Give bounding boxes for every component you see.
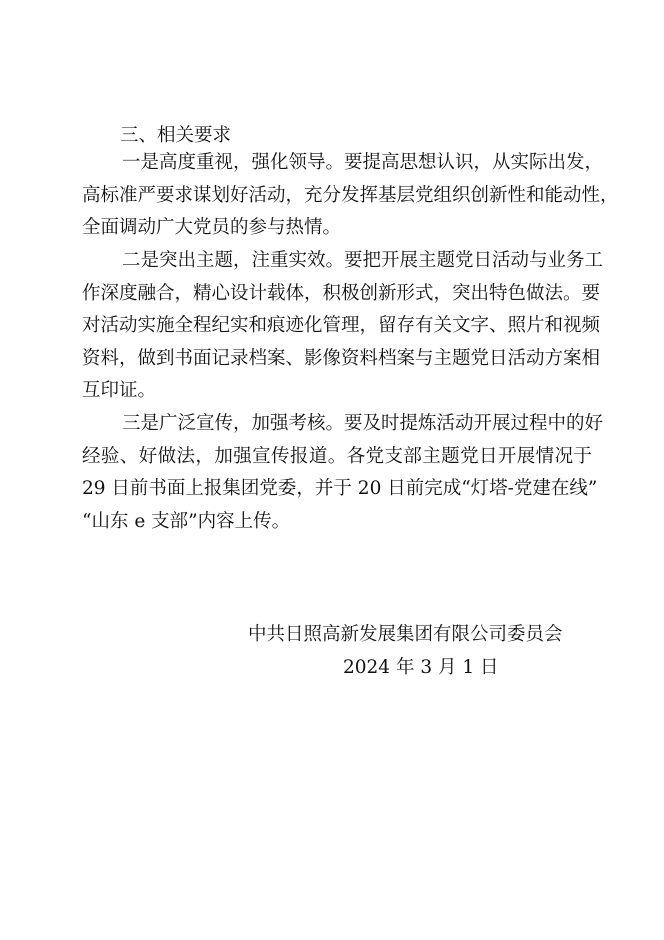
- paragraph-line: 资料，做到书面记录档案、影像资料档案与主题党日活动方案相: [82, 347, 601, 369]
- paragraph-theme: [82, 245, 604, 408]
- paragraph-line: 一是高度重视，强化领导。要提高思想认识，从实际出发，: [122, 152, 604, 173]
- paragraph-line: 高标准严要求谋划好活动，充分发挥基层党组织创新性和能动性，: [82, 184, 619, 206]
- paragraph-publicity: [82, 408, 604, 538]
- paragraph-line: “山东 e 支部”内容上传。: [82, 510, 291, 532]
- paragraph-line: 二是突出主题，注重实效。要把开展主题党日活动与业务工: [122, 250, 604, 271]
- paragraph-line: 对活动实施全程纪实和痕迹化管理，留存有关文字、照片和视频: [82, 315, 601, 337]
- paragraph-line: 29 日前书面上报集团党委，并于 20 日前完成“灯塔-党建在线”: [82, 478, 598, 500]
- paragraph-leadership: [82, 147, 619, 245]
- paragraph-line: 全面调动广大党员的参与热情。: [82, 217, 342, 239]
- section-heading: 三、相关要求: [120, 125, 232, 146]
- paragraph-line: 三是广泛宣传，加强考核。要及时提炼活动开展过程中的好: [122, 413, 604, 434]
- paragraph-line: 作深度融合，精心设计载体，积极创新形式，突出特色做法。要: [82, 282, 601, 304]
- paragraph-line: 经验、好做法，加强宣传报道。各党支部主题党日开展情况于: [82, 445, 592, 467]
- signature-organization: 中共日照高新发展集团有限公司委员会: [248, 624, 563, 645]
- paragraph-line: 互印证。: [82, 380, 157, 402]
- signature-date: 2024 年 3 月 1 日: [343, 657, 499, 678]
